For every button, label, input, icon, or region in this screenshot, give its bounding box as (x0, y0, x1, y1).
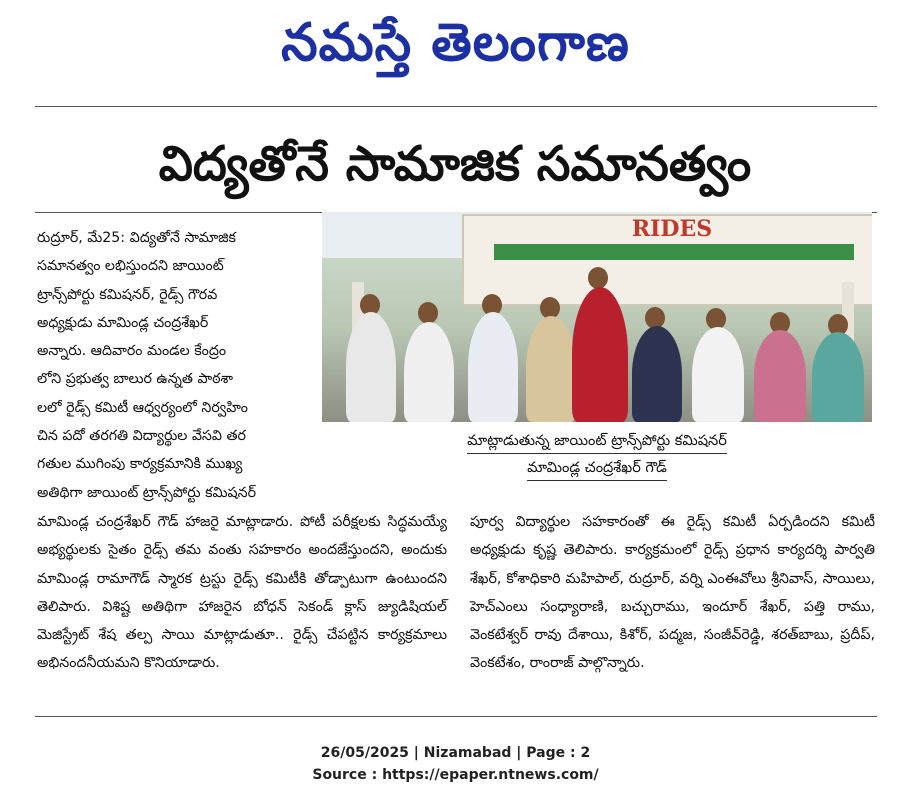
article-col1-bottom: మామిండ్ల చంద్రశేఖర్ గౌడ్ హాజరై మాట్లాడారు. పోటీ పరీక్షలకు సిద్ధమయ్యే అభ్యర్థులకు సైతం రైడ్స్ తమ వంతు సహకారం అందజేస్తుందని, అందుకు మామిండ్ల రామాగౌడ్ స్మారక ట్రస్టు రైడ్స్ కమిటీకి తోడ్పాటుగా ఉంటుందని తెలిపారు. విశిష్ట అతిథిగా హాజరైన బోధన్ సెకండ్ క్లాస్ జ్యుడిషియల్ మెజిస్ట్రేట్ శేష తల్ప సాయి మాట్లాడుతూ.. రైడ్స్ చేపట్టిన కార్యక్రమాలు అభినందనీయమని కొనియాడారు. (37, 514, 447, 672)
footer-source-line: Source : https://epaper.ntnews.com/ (312, 767, 599, 783)
person (572, 287, 628, 422)
col1-line: అధ్యక్షుడు మామిండ్ల చంద్రశేఖర్ (37, 314, 209, 331)
banner-text: RIDES (631, 216, 713, 242)
footer (0, 742, 911, 786)
col1-line: చిన పదో తరగతి విద్యార్థుల వేసవి తర (37, 428, 246, 445)
banner-band (494, 244, 854, 260)
photo-banner (462, 214, 872, 306)
footer-date-line: 26/05/2025 | Nizamabad | Page : 2 (320, 745, 591, 761)
person (692, 327, 744, 422)
person (468, 312, 518, 422)
caption-line: మాట్లాడుతున్న జాయింట్ ట్రాన్స్‌పోర్టు కమిషనర్ (467, 429, 727, 454)
headline: విద్యతోనే సామాజిక సమానత్వం (158, 136, 752, 192)
person (754, 330, 806, 422)
col1-line: లలో రైడ్స్ కమిటీ ఆధ్వర్యంలో నిర్వహిం (37, 399, 248, 416)
bottom-rule (35, 716, 877, 717)
person-head (588, 267, 608, 289)
col1-line: అతిథిగా జాయింట్ ట్రాన్స్‌పోర్టు కమిషనర్ (37, 484, 256, 501)
person-head (418, 302, 438, 324)
top-rule (35, 106, 877, 107)
masthead-title: నమస్తే తెలంగాణ (281, 12, 630, 73)
event-photo (322, 212, 872, 422)
caption-line: మామిండ్ల చంద్రశేఖర్ గౌడ్ (527, 456, 667, 481)
photo-caption (322, 428, 872, 482)
person (632, 326, 682, 422)
col1-line: గతుల ముగింపు కార్యక్రమానికి ముఖ్య (37, 456, 243, 473)
col1-line: రుద్రూర్, మే25: విద్యతోనే సామాజిక (37, 230, 236, 246)
col1-line: సమానత్వం లభిస్తుందని జాయింట్ (37, 258, 224, 275)
person (812, 332, 864, 422)
col1-line: అన్నారు. ఆదివారం మండల కేంద్రం (37, 343, 227, 360)
article-col1-top (37, 224, 313, 507)
col1-line: లోని ప్రభుత్వ బాలుర ఉన్నత పాఠశా (37, 371, 234, 388)
person (346, 312, 396, 422)
col1-line: ట్రాన్స్‌పోర్టు కమిషనర్, రైడ్స్ గౌరవ (37, 286, 218, 303)
article-col2: పూర్వ విద్యార్థుల సహకారంతో ఈ రైడ్స్ కమిటీ ఏర్పడిందని కమిటీ అధ్యక్షుడు కృష్ణ తెలిపారు. కార్యక్రమంలో రైడ్స్ ప్రధాన కార్యదర్శి పార్వతి శేఖర్, కోశాధికారి మహిపాల్, రుద్రూర్, వర్ని ఎంఈవోలు శ్రీనివాస్, సాయిలు, హెచ్ఎంలు సంధ్యారాణి, బచ్చురాము, ఇందూర్ శేఖర్, పత్తి రాము, వెంకటేశ్వర్ రావు దేశాయి, కిశోర్, పద్మజ, సంజీవ్‌రెడ్డి, శరత్‌బాబు, ప్రదీప్, వెంకటేశం, రాంరాజ్ పాల్గొన్నారు. (470, 514, 875, 672)
person (404, 322, 454, 422)
person (526, 316, 576, 422)
